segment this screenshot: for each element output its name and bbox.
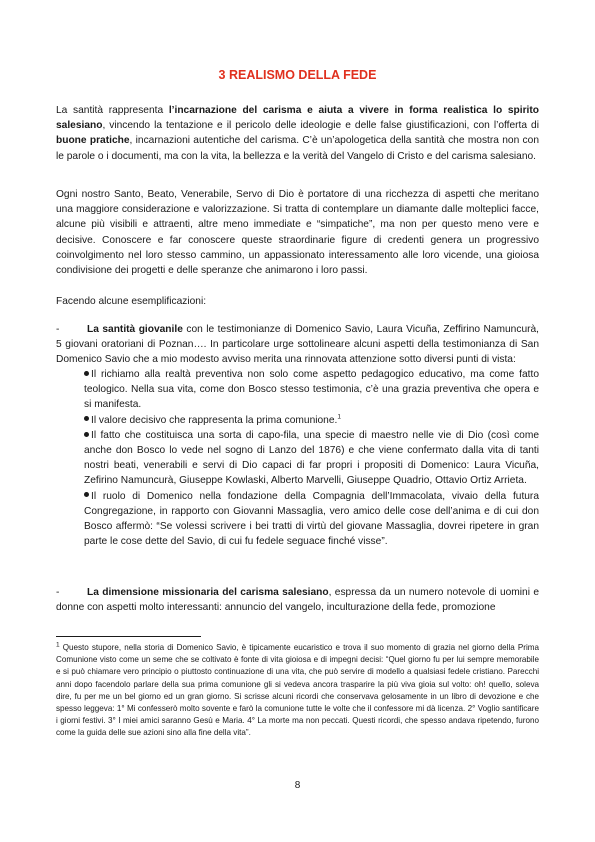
bullet-list (84, 367, 539, 549)
bullet-item (84, 367, 539, 413)
dash-marker: - (56, 324, 60, 335)
bullet-icon (84, 371, 89, 376)
footnote-marker: 1 (56, 641, 60, 649)
intro-text-1: La santità rappresenta (56, 105, 169, 116)
bullet-text: Il richiamo alla realtà preventiva non solo come aspetto pedagogico educativo, ma come fatto teologico. Nella sua vita, come don Bosco stesso testimonia, c’è una grazia preventiva che opera e si manifesta. (84, 369, 539, 411)
bullet-icon (84, 492, 89, 497)
bullet-icon (84, 432, 89, 437)
bullet-item (84, 428, 539, 489)
list-item-youth-holiness (56, 322, 539, 368)
footnote-divider (56, 636, 201, 637)
bullet-icon (84, 416, 89, 421)
bullet-item (84, 489, 539, 550)
item-title-youth-holiness: La santità giovanile (87, 324, 183, 335)
item-text-missionary: , espressa da un numero notevole di uomini e donne con aspetti molto interessanti: annuncio del vangelo, inculturazione della fede, promozione (56, 587, 539, 614)
paragraph-intro (56, 103, 539, 164)
footnote (56, 642, 539, 740)
bullet-text: Il ruolo di Domenico nella fondazione della Compagnia dell’Immacolata, vivaio della futura Congregazione, in rapporto con Giovanni Massaglia, vero amico delle cose dell’anima e di cui don Bosco affermò: “Se volessi scrivere i bei tratti di virtù del giovane Massaglia, dovrei ripetere in gran parte le cose dette del Savio, di cui fu fedele seguace finché visse”. (84, 490, 539, 548)
item-title-missionary: La dimensione missionaria del carisma salesiano (87, 587, 329, 598)
section-heading: 3 REALISMO DELLA FEDE (218, 68, 377, 82)
footnote-text: Questo stupore, nella storia di Domenico Savio, è tipicamente eucaristico e trova il suo momento di grazia nel giorno della Prima Comunione visto come un seme che se coltivato è fonte di vita gioiosa e di impegni decisi: “Quel giorno fu per lui sempre memorabile e si può chiamare vero principio o piuttosto continuazione di una vita, che può servire di modello a qualsiasi fedele cristiano. Parecchi anni dopo facendolo parlare della sua prima comunione gli si vedeva ancora trasparire la più viva gioia sul volto: oh! quello, soleva dire, fu per me un bel giorno ed un gran giorno. Si scrisse alcuni ricordi che conservava gelosamente in un libro di devozione e che spesso leggeva: 1° Mi confesserò molto sovente e farò la comunione tutte le volte che il confessore mi dà licenza. 2° Voglio santificare i giorni festivi. 3° I miei amici saranno Gesù e Maria. 4° La morte ma non peccati. Questi ricordi, che spesso andava ripetendo, furono come la guida delle sue azioni sino alla fine della vita”. (56, 643, 539, 738)
dash-marker: - (56, 587, 60, 598)
intro-bold-1: l’incarnazione del carisma e aiuta a vivere in forma realistica lo spirito salesiano (56, 105, 539, 132)
footnote-reference[interactable]: 1 (337, 413, 341, 421)
intro-text-2: , vincendo la tentazione e il pericolo delle ideologie e delle false giustificazioni, con l’offerta di (102, 120, 539, 132)
bullet-item (84, 413, 539, 428)
bullet-text: Il valore decisivo che rappresenta la prima comunione. (91, 414, 338, 426)
paragraph-saints: Ogni nostro Santo, Beato, Venerabile, Servo di Dio è portatore di una ricchezza di aspetti che meritano una maggiore considerazione e valorizzazione. Si tratta di contemplare un diamante dalle molteplici facce, alcune più visibili e attraenti, altre meno immediate e “simpatiche”, ma non per questo meno vere e decisive. Conoscere e far conoscere queste straordinarie figure di credenti genera un progressivo coinvolgimento nel loro stesso cammino, un appassionato interessamento alle loro vicende, una gioiosa condivisione dei progetti e delle speranze che animarono i loro passi. (56, 189, 539, 277)
list-item-missionary (56, 585, 539, 615)
intro-bold-2: buone pratiche (56, 135, 130, 147)
intro-text-3: , incarnazioni autentiche del carisma. C’è un’apologetica della santità che mostra non con le parole o i documenti, ma con la vita, la bellezza e la verità del Vangelo di Cristo e del carisma salesiano. (56, 135, 539, 162)
paragraph-examples-intro: Facendo alcune esemplificazioni: (56, 296, 207, 307)
item-text-youth-holiness: con le testimonianze di Domenico Savio, Laura Vicuña, Zeffirino Namuncurà, 5 giovani oratoriani di Poznan…. In particolare urge sottolineare alcuni aspetti della testimonianza di San Domenico Savio che a mio modesto avviso merita una rinnovata attenzione sotto diversi punti di vista: (56, 324, 539, 366)
page-number: 8 (294, 780, 301, 791)
bullet-text: Il fatto che costituisca una sorta di capo-fila, una specie di maestro nelle vie di Dio (così come anche don Bosco lo vede nel sogno di Lanzo del 1876) e che viene confermato dalla vita di tanti nostri beati, venerabili e servi di Dio capaci di far propri i propositi di Domenico: Laura Vicuña, Zefirino Namuncurà, Giuseppe Kowlaski, Alberto Marvelli, Giuseppe Quadrio, Ottavio Ortiz Arrieta. (84, 429, 539, 487)
